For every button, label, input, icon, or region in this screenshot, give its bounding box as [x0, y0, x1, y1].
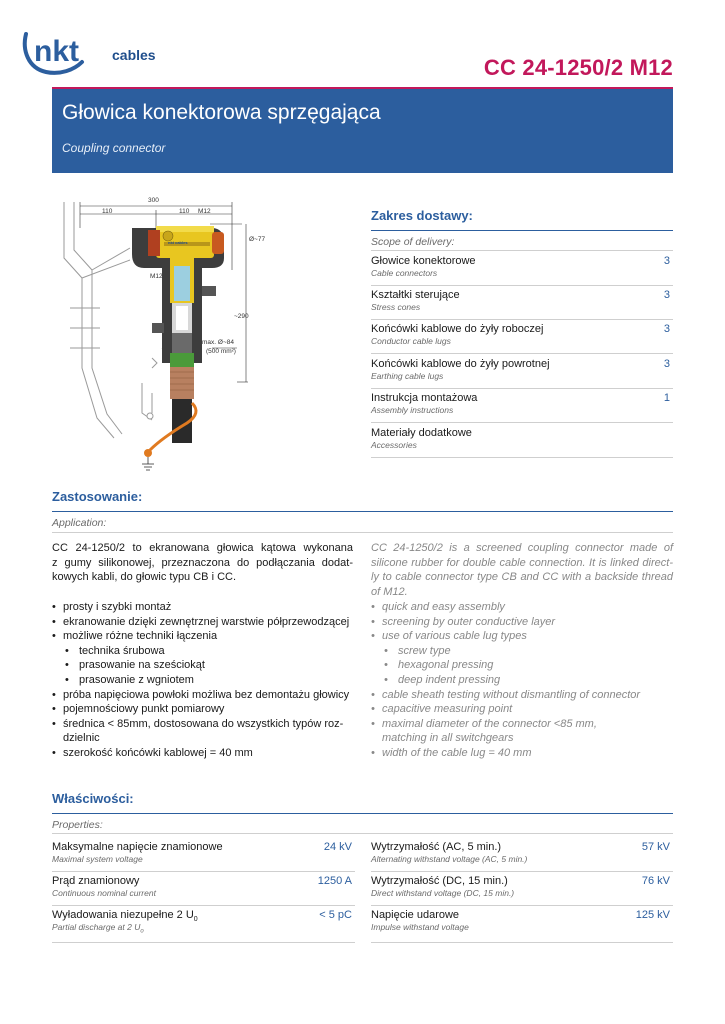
delivery-qty: 3: [663, 323, 670, 335]
property-label-en: Continuous nominal current: [52, 888, 156, 898]
application-subheading: Application:: [52, 517, 107, 529]
dim-110-right: 110: [179, 208, 190, 215]
bullet-icon: •: [371, 717, 375, 730]
bullet-icon: •: [384, 644, 388, 657]
delivery-label: Instrukcja montażowa: [371, 392, 478, 404]
property-row: [52, 872, 355, 906]
property-label-text: Wyładowania niezupełne 2 U: [52, 909, 194, 921]
property-row: [52, 906, 355, 943]
application-pl-intro: [52, 541, 353, 585]
list-item: [52, 702, 362, 717]
delivery-qty: 3: [663, 289, 670, 301]
delivery-qty: 3: [663, 255, 670, 267]
text-line: CC 24-1250/2 to ekranowana głowica kątowa wykonana: [52, 542, 353, 554]
application-sub-rule: [52, 532, 673, 533]
delivery-row: [371, 252, 673, 286]
property-label: Napięcie udarowe: [371, 909, 460, 921]
property-value: 125 kV: [635, 909, 670, 921]
delivery-label-en: Conductor cable lugs: [371, 336, 451, 346]
properties-subheading: Properties:: [52, 819, 103, 831]
delivery-label: Materiały dodatkowe: [371, 427, 472, 439]
property-value: < 5 pC: [319, 909, 352, 921]
list-item-text: cable sheath testing without dismantling of connector: [382, 688, 641, 701]
property-label-subscript: 0: [193, 916, 198, 924]
delivery-label-en: Cable connectors: [371, 268, 438, 278]
delivery-subheading: Scope of delivery:: [371, 236, 455, 248]
list-subitem: [52, 658, 362, 673]
bullet-icon: •: [371, 746, 375, 759]
bullet-icon: •: [371, 703, 375, 716]
dim-110-left: 110: [102, 208, 113, 215]
list-subitem: [371, 673, 673, 688]
list-item-text: deep indent pressing: [398, 673, 501, 686]
bullet-icon: •: [384, 659, 388, 672]
list-item-text: matching in all switchgears: [382, 732, 514, 745]
list-item: [371, 600, 673, 615]
list-item-text: quick and easy assembly: [382, 601, 505, 613]
property-label-en-text: Partial discharge at 2 U: [52, 922, 141, 932]
property-row: [371, 872, 673, 906]
application-en-intro: [371, 541, 673, 599]
properties-heading: Właściwości:: [52, 791, 134, 806]
list-item-text: capacitive measuring point: [382, 703, 513, 716]
delivery-label-en: Accessories: [371, 440, 417, 450]
application-pl-bullets: [52, 600, 362, 761]
bullet-icon: •: [65, 644, 69, 657]
property-value: 76 kV: [641, 875, 670, 887]
list-item: [52, 600, 362, 615]
list-item-text: średnica < 85mm, dostosowana do wszystkich typów roz-: [63, 717, 344, 730]
delivery-qty: 1: [663, 392, 670, 404]
property-label: Maksymalne napięcie znamionowe: [52, 841, 223, 853]
list-item: [52, 615, 362, 630]
list-item: [52, 746, 362, 761]
dim-300: 300: [148, 197, 159, 204]
list-item: [371, 615, 673, 630]
property-value: 57 kV: [641, 841, 670, 853]
list-item-continuation: [52, 731, 362, 746]
delivery-rule: [371, 230, 673, 231]
list-item: [371, 746, 673, 761]
label-m12-top: M12: [198, 208, 211, 215]
text-line: CC 24-1250/2 is a screened coupling connector made of: [371, 542, 673, 554]
list-item-text: możliwe różne techniki łączenia: [63, 630, 218, 643]
label-max-diameter: max. Ø~84: [202, 339, 234, 346]
properties-rule: [52, 813, 673, 814]
label-cross-section: (500 mm²): [206, 348, 236, 355]
list-item-text: technika śrubowa: [79, 644, 165, 657]
delivery-row: [371, 389, 673, 423]
property-label: Wytrzymałość (AC, 5 min.): [371, 841, 502, 853]
bullet-icon: •: [52, 717, 56, 730]
list-subitem: [52, 673, 362, 688]
application-heading: Zastosowanie:: [52, 489, 143, 504]
bullet-icon: •: [371, 615, 375, 628]
property-value: 1250 A: [317, 875, 352, 887]
property-row: [371, 906, 673, 943]
list-item: [371, 702, 673, 717]
delivery-row: [371, 320, 673, 354]
part-brand-label: nkt cables: [168, 240, 188, 245]
list-item: [52, 688, 362, 703]
list-item-text: pojemnościowy punkt pomiarowy: [63, 703, 225, 716]
application-rule: [52, 511, 673, 512]
bullet-icon: •: [52, 601, 56, 613]
dim-diameter: Ø~77: [249, 236, 266, 243]
bullet-icon: •: [371, 630, 375, 643]
list-item-text: prasowanie na sześciokąt: [79, 659, 205, 672]
delivery-label-en: Stress cones: [371, 302, 421, 312]
list-subitem: [371, 658, 673, 673]
text-line: kowych kabli, do głowic typu CB i CC.: [52, 571, 237, 584]
property-row: [52, 838, 355, 872]
text-line: ly to cable connector type CB and CC with a backside thread: [371, 571, 673, 584]
list-item: [371, 629, 673, 644]
delivery-row: [371, 424, 673, 458]
bullet-icon: •: [52, 630, 56, 643]
list-item-text: prosty i szybki montaż: [63, 601, 172, 613]
delivery-label: Końcówki kablowe do żyły powrotnej: [371, 358, 550, 370]
label-m12-side: M12: [150, 273, 163, 280]
list-item-text: hexagonal pressing: [398, 659, 494, 672]
bullet-icon: •: [65, 673, 69, 686]
dim-height: ~290: [234, 313, 249, 320]
connector-drawing: [52, 188, 352, 478]
bullet-icon: •: [65, 659, 69, 672]
list-item: [52, 629, 362, 644]
property-label: Wytrzymałość (DC, 15 min.): [371, 875, 508, 887]
list-item-text: width of the cable lug = 40 mm: [382, 746, 532, 759]
list-item-text: use of various cable lug types: [382, 630, 527, 643]
list-item: [371, 717, 673, 732]
list-item-text: maximal diameter of the connector <85 mm,: [382, 717, 597, 730]
delivery-heading: Zakres dostawy:: [371, 208, 473, 223]
delivery-label: Głowice konektorowe: [371, 255, 476, 267]
application-en-bullets: [371, 600, 673, 761]
list-item-text: szerokość końcówki kablowej = 40 mm: [63, 746, 253, 759]
properties-sub-rule: [52, 833, 673, 834]
list-item-text: screening by outer conductive layer: [382, 615, 556, 628]
list-item: [52, 717, 362, 732]
delivery-label: Końcówki kablowe do żyły roboczej: [371, 323, 544, 335]
property-label-en: Direct withstand voltage (DC, 15 min.): [371, 888, 515, 898]
property-row: [371, 838, 673, 872]
list-item-text: dzielnic: [63, 732, 100, 745]
property-label-en: Maximal system voltage: [52, 854, 143, 864]
property-label-en: [52, 922, 144, 935]
delivery-label-en: Earthing cable lugs: [371, 371, 444, 381]
list-item: [371, 688, 673, 703]
logo-wordmark: nkt: [34, 35, 79, 68]
property-label-en: Alternating withstand voltage (AC, 5 min.): [371, 854, 528, 864]
list-item-text: próba napięciowa powłoki możliwa bez demontażu głowicy: [63, 688, 350, 701]
list-subitem: [371, 644, 673, 659]
delivery-label-en: Assembly instructions: [371, 405, 454, 415]
page-subtitle: Coupling connector: [62, 141, 166, 155]
list-item-continuation: [371, 731, 673, 746]
page-title: Głowica konektorowa sprzęgająca: [62, 101, 381, 124]
list-item-text: screw type: [398, 644, 451, 657]
list-subitem: [52, 644, 362, 659]
bullet-icon: •: [371, 601, 375, 613]
text-line: z gumy silikonowej, przeznaczona do podłączania dodat-: [52, 556, 353, 569]
bullet-icon: •: [52, 703, 56, 716]
bullet-icon: •: [52, 615, 56, 628]
property-label: Prąd znamionowy: [52, 875, 140, 887]
product-code: CC 24-1250/2 M12: [483, 55, 673, 80]
delivery-label: Kształtki sterujące: [371, 289, 460, 301]
logo-suffix: cables: [112, 47, 156, 63]
property-value: 24 kV: [323, 841, 352, 853]
delivery-qty: 3: [663, 358, 670, 370]
property-label-en: Impulse withstand voltage: [371, 922, 469, 932]
delivery-sub-rule: [371, 250, 673, 251]
bullet-icon: •: [52, 688, 56, 701]
list-item-text: prasowanie z wgniotem: [79, 673, 194, 686]
property-label-en-subscript: o: [140, 928, 144, 935]
text-line: of M12.: [371, 585, 408, 598]
text-line: silicone rubber for double cable connection. It is linked direct-: [371, 556, 673, 569]
delivery-row: [371, 286, 673, 320]
list-item-text: ekranowanie dzięki zewnętrznej warstwie półprzewodzącej: [63, 615, 350, 628]
bullet-icon: •: [52, 746, 56, 759]
bullet-icon: •: [384, 673, 388, 686]
bullet-icon: •: [371, 688, 375, 701]
delivery-row: [371, 355, 673, 389]
